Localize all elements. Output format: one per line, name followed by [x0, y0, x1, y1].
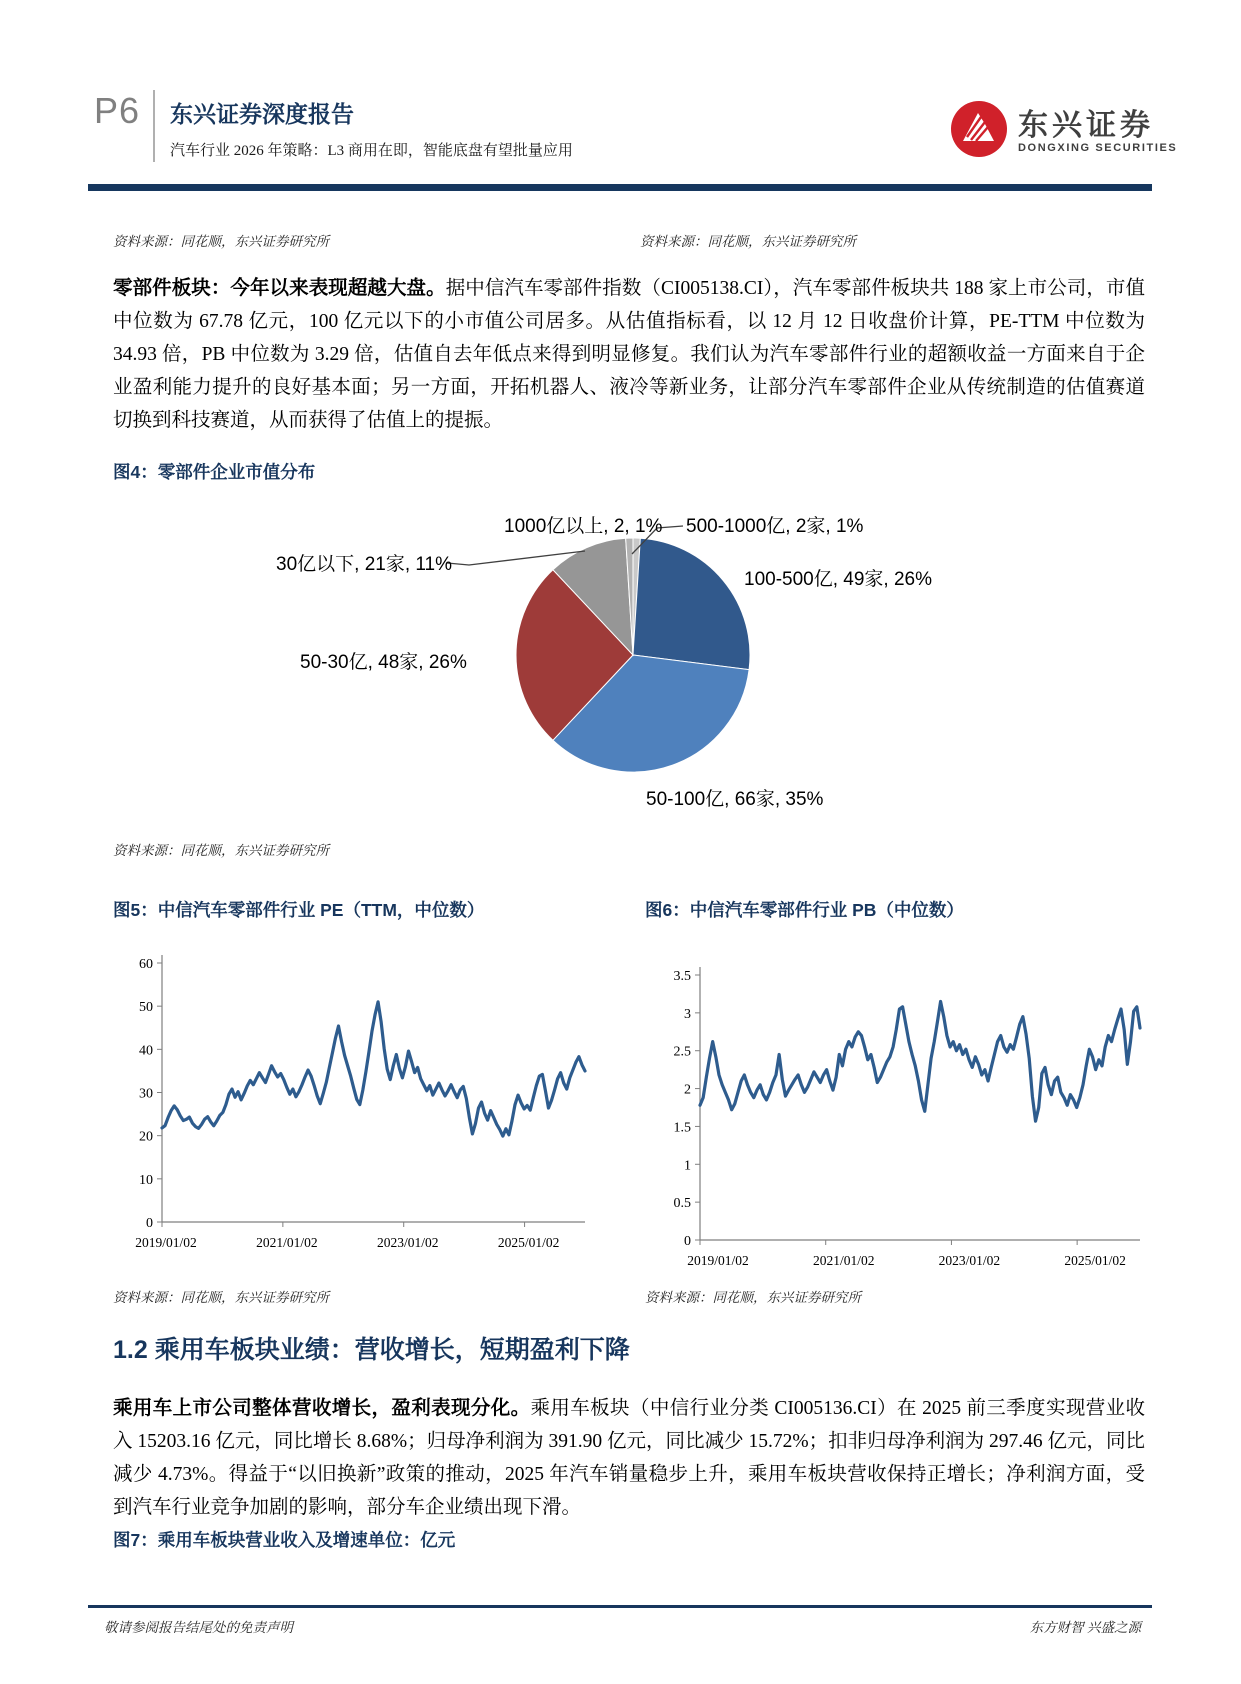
svg-text:2: 2 — [684, 1082, 691, 1098]
footer-disclaimer: 敬请参阅报告结尾处的免责声明 — [104, 1620, 293, 1635]
series-line — [162, 1002, 585, 1136]
svg-text:1.5: 1.5 — [673, 1120, 691, 1136]
svg-text:2019/01/02: 2019/01/02 — [687, 1253, 749, 1268]
paragraph-passenger-car — [113, 1392, 1145, 1524]
pb-line-chart — [628, 945, 1168, 1285]
paragraph-lead: 乘用车上市公司整体营收增长，盈利表现分化。 — [113, 1396, 531, 1419]
source-note-fig5: 资料来源：同花顺，东兴证券研究所 — [113, 1290, 329, 1305]
header-rule — [88, 184, 1152, 191]
dongxing-logo-icon — [950, 100, 1008, 163]
svg-text:20: 20 — [139, 1129, 153, 1145]
section-heading-1-2: 1.2 乘用车板块业绩：营收增长，短期盈利下降 — [113, 1336, 630, 1364]
svg-text:3.5: 3.5 — [673, 969, 691, 984]
page-number: P6 — [94, 90, 141, 131]
svg-text:0: 0 — [146, 1216, 153, 1231]
logo-en-text: DONGXING SECURITIES — [1018, 141, 1178, 154]
svg-text:10: 10 — [139, 1172, 153, 1188]
pie-slice-100-500亿 — [633, 538, 750, 669]
pie-label-50-30: 50-30亿, 48家, 26% — [300, 652, 467, 673]
footer-rule — [88, 1605, 1152, 1608]
report-subtitle: 汽车行业 2026 年策略：L3 商用在即，智能底盘有望批量应用 — [170, 143, 573, 159]
source-note-top-right: 资料来源：同花顺，东兴证券研究所 — [640, 234, 856, 249]
logo-cn-text: 东兴证券 — [1018, 108, 1154, 142]
svg-text:50: 50 — [139, 1000, 153, 1016]
market-cap-pie-chart — [250, 500, 950, 790]
pie-label-100-500: 100-500亿, 49家, 26% — [744, 569, 933, 590]
svg-text:2019/01/02: 2019/01/02 — [135, 1235, 197, 1250]
svg-text:3: 3 — [684, 1006, 691, 1022]
svg-text:40: 40 — [139, 1043, 153, 1059]
brand-logo — [950, 100, 1177, 163]
svg-text:30: 30 — [139, 1086, 153, 1102]
paragraph-body: 乘用车板块（中信行业分类 CI005136.CI）在 2025 前三季度实现营业收入 15203.16 亿元，同比增长 8.68%；归母净利润为 391.90 亿元，同比减少 15.72%；扣非归母净利润为 297.46 亿元，同比减少 4.73%。得益于“以旧换新”政策的推动，2025 年汽车销量稳步上升，乘用车板块营收保持正增长；净利润方面，受到汽车行业竞争加剧的影响，部分车企业绩出现下滑。 — [113, 1397, 1145, 1518]
svg-text:2023/01/02: 2023/01/02 — [938, 1253, 1001, 1268]
svg-text:0.5: 0.5 — [673, 1196, 691, 1212]
figure7-title: 图7：乘用车板块营业收入及增速单位：亿元 — [113, 1530, 456, 1550]
series-line — [700, 1002, 1140, 1122]
svg-text:2025/01/02: 2025/01/02 — [1064, 1253, 1126, 1268]
source-note-fig4: 资料来源：同花顺，东兴证券研究所 — [113, 843, 329, 858]
header-divider — [153, 90, 155, 162]
paragraph-lead: 零部件板块：今年以来表现超越大盘。 — [113, 276, 446, 299]
svg-text:60: 60 — [139, 957, 153, 972]
svg-text:0: 0 — [684, 1234, 691, 1249]
svg-text:2025/01/02: 2025/01/02 — [497, 1235, 560, 1250]
svg-text:2021/01/02: 2021/01/02 — [256, 1235, 318, 1250]
source-note-top-left: 资料来源：同花顺，东兴证券研究所 — [113, 234, 329, 249]
footer-slogan: 东方财智 兴盛之源 — [1029, 1620, 1141, 1635]
pe-line-chart — [95, 945, 615, 1275]
source-note-fig6: 资料来源：同花顺，东兴证券研究所 — [645, 1290, 861, 1305]
pie-label-30-below: 30亿以下, 21家, 11% — [276, 554, 453, 575]
pie-label-1000-above: 1000亿以上, 2, 1% — [504, 516, 663, 537]
report-series-title: 东兴证券深度报告 — [170, 101, 354, 127]
pie-label-50-100: 50-100亿, 66家, 35% — [646, 789, 824, 810]
svg-text:2023/01/02: 2023/01/02 — [376, 1235, 439, 1250]
figure4-title: 图4：零部件企业市值分布 — [113, 462, 316, 482]
pie-label-500-1000: 500-1000亿, 2家, 1% — [686, 516, 864, 537]
paragraph-body: 据中信汽车零部件指数（CI005138.CI），汽车零部件板块共 188 家上市公司，市值中位数为 67.78 亿元，100 亿元以下的小市值公司居多。从估值指标看，以 12 月 12 日收盘价计算，PE-TTM 中位数为 34.93 倍，PB 中位数为 3.29 倍，估值自去年低点来得到明显修复。我们认为汽车零部件行业的超额收益一方面来自于企业盈利能力提升的良好基本面；另一方面，开拓机器人、液冷等新业务，让部分汽车零部件企业从传统制造的估值赛道切换到科技赛道，从而获得了估值上的提振。 — [113, 277, 1145, 431]
svg-text:2021/01/02: 2021/01/02 — [812, 1253, 875, 1268]
paragraph-parts-sector — [113, 272, 1145, 437]
figure5-title: 图5：中信汽车零部件行业 PE（TTM，中位数） — [113, 900, 485, 920]
svg-text:1: 1 — [684, 1158, 691, 1174]
svg-text:2.5: 2.5 — [673, 1044, 691, 1060]
figure6-title: 图6：中信汽车零部件行业 PB（中位数） — [645, 900, 964, 920]
